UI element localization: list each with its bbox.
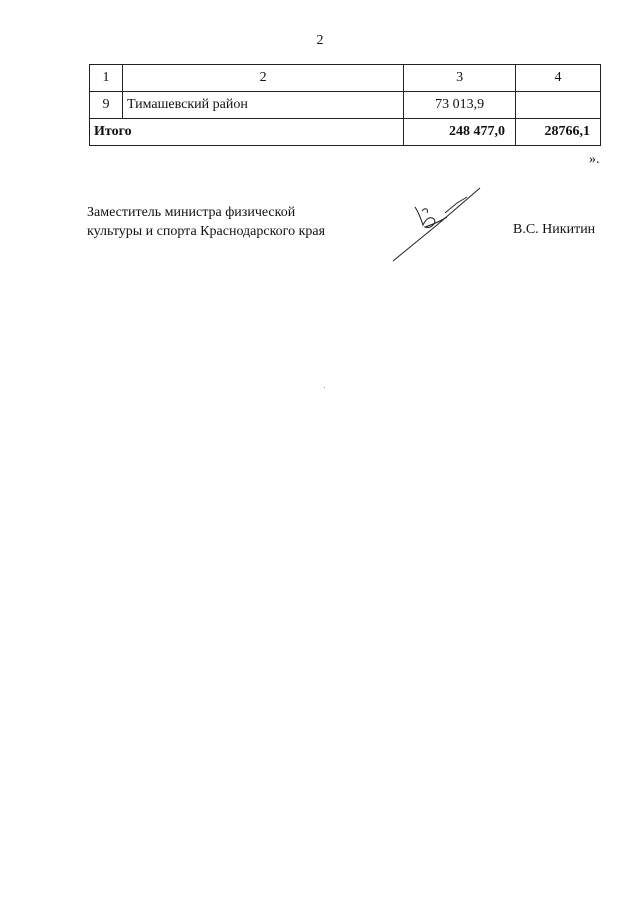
total-col3-cell: 248 477,0 (404, 119, 516, 146)
signer-title-line-1: Заместитель министра физической (87, 205, 296, 220)
closing-quote: ». (589, 152, 600, 167)
signer-name: В.С. Никитин (513, 222, 596, 237)
row-col3-cell: 73 013,9 (404, 92, 516, 119)
table-row (90, 92, 601, 119)
table-header-row (90, 65, 601, 92)
handwritten-signature (385, 185, 485, 265)
header-cell-3: 3 (404, 65, 516, 92)
header-cell-4: 4 (516, 65, 601, 92)
row-number-cell: 9 (90, 92, 123, 119)
table-total-row (90, 119, 601, 146)
signer-title-line-2: культуры и спорта Краснодарского края (87, 224, 326, 239)
header-cell-2: 2 (122, 65, 403, 92)
total-col4-cell: 28766,1 (516, 119, 601, 146)
scan-speck (324, 387, 325, 388)
data-table (89, 64, 601, 146)
signer-title (87, 203, 325, 241)
header-cell-1: 1 (90, 65, 123, 92)
page-number: 2 (316, 33, 324, 48)
row-name-cell: Тимашевский район (122, 92, 403, 119)
total-label-cell: Итого (90, 119, 404, 146)
row-col4-cell (516, 92, 601, 119)
